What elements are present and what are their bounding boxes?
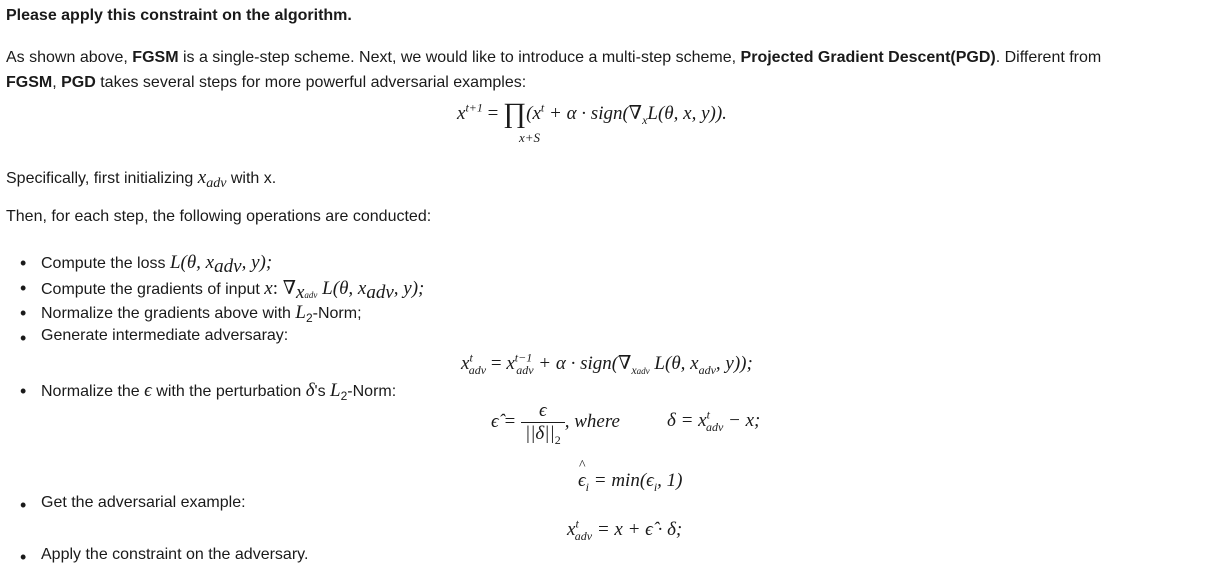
bullet-icon: • bbox=[20, 278, 27, 298]
intro-bold-pgd-full: Projected Gradient Descent(PGD) bbox=[740, 49, 996, 66]
step-apply-constraint: Apply the constraint on the adversary. bbox=[41, 546, 309, 563]
product-symbol: ∏ bbox=[503, 98, 527, 129]
intermediate-equation: $x^t_{adv} = x^{t-1}_{adv} + \alpha$ · $sign(\nabla_{xadv}$ L(θ, $x_{adv}$, y)); bbox=[461, 350, 753, 377]
step-get-adversarial: Get the adversarial example: bbox=[41, 494, 246, 511]
bullet-icon: • bbox=[20, 495, 27, 515]
intro-text: . Different from bbox=[995, 49, 1102, 66]
product-subscript: x+S bbox=[519, 130, 541, 145]
pgd-equation: $x^{t+1}$ = $\prod(x^t + \alpha$ · $sign(\nabla_xL(\theta$, x, y)). bbox=[457, 98, 727, 129]
intro-line-1 bbox=[6, 49, 1101, 67]
init-sentence: Specifically, first initializing $x_{adv}$ with x. bbox=[6, 167, 277, 192]
hat-accent: ^ bbox=[579, 458, 586, 473]
bullet-icon: • bbox=[20, 328, 27, 348]
step-compute-gradients: Compute the gradients of input x: $\nabla_{xadv}$ L(θ, $x_{adv}$, y); bbox=[41, 278, 425, 304]
delta-definition: $\delta = x^t_{adv} - x$; bbox=[667, 407, 761, 434]
intro-bold-fgsm: FGSM bbox=[6, 74, 53, 91]
step-normalize-epsilon: Normalize the ϵ with the perturbation δ's $L_2$-Norm: bbox=[41, 380, 397, 404]
bullet-icon: • bbox=[20, 303, 27, 323]
intro-bold-fgsm: FGSM bbox=[132, 49, 179, 66]
intro-text: As shown above, bbox=[6, 49, 133, 66]
section-heading: Please apply this constraint on the algorithm. bbox=[6, 7, 352, 24]
intro-text: takes several steps for more powerful adversarial examples: bbox=[95, 74, 527, 91]
intro-bold-pgd: PGD bbox=[61, 74, 96, 91]
intro-line-2 bbox=[6, 74, 526, 92]
min-clip-equation: ^ $\epsilon_i = \min(\epsilon_i$, 1) bbox=[578, 458, 683, 494]
epsilon-fraction: $\frac{\epsilon}{||\delta||_2}$ bbox=[521, 400, 565, 445]
step-generate-intermediate: Generate intermediate adversaray: bbox=[41, 327, 289, 344]
bullet-icon: • bbox=[20, 381, 27, 401]
intro-text: , bbox=[52, 74, 62, 91]
step-compute-loss: Compute the loss L(θ, $x_{adv}$, y); bbox=[41, 252, 273, 278]
bullet-icon: • bbox=[20, 547, 27, 567]
final-adversarial-equation: $x^t_{adv} = x$ + ϵ̂ · δ; bbox=[567, 516, 683, 543]
epsilon-hat-equation: ϵ̂ = $\frac{\epsilon}{||\delta||_2}$ , where bbox=[491, 400, 620, 447]
bullet-icon: • bbox=[20, 253, 27, 273]
steps-intro: Then, for each step, the following operations are conducted: bbox=[6, 208, 432, 225]
intro-text: is a single-step scheme. Next, we would like to introduce a multi-step scheme, bbox=[178, 49, 741, 66]
step-normalize-gradients: Normalize the gradients above with $L_2$-Norm; bbox=[41, 302, 362, 326]
